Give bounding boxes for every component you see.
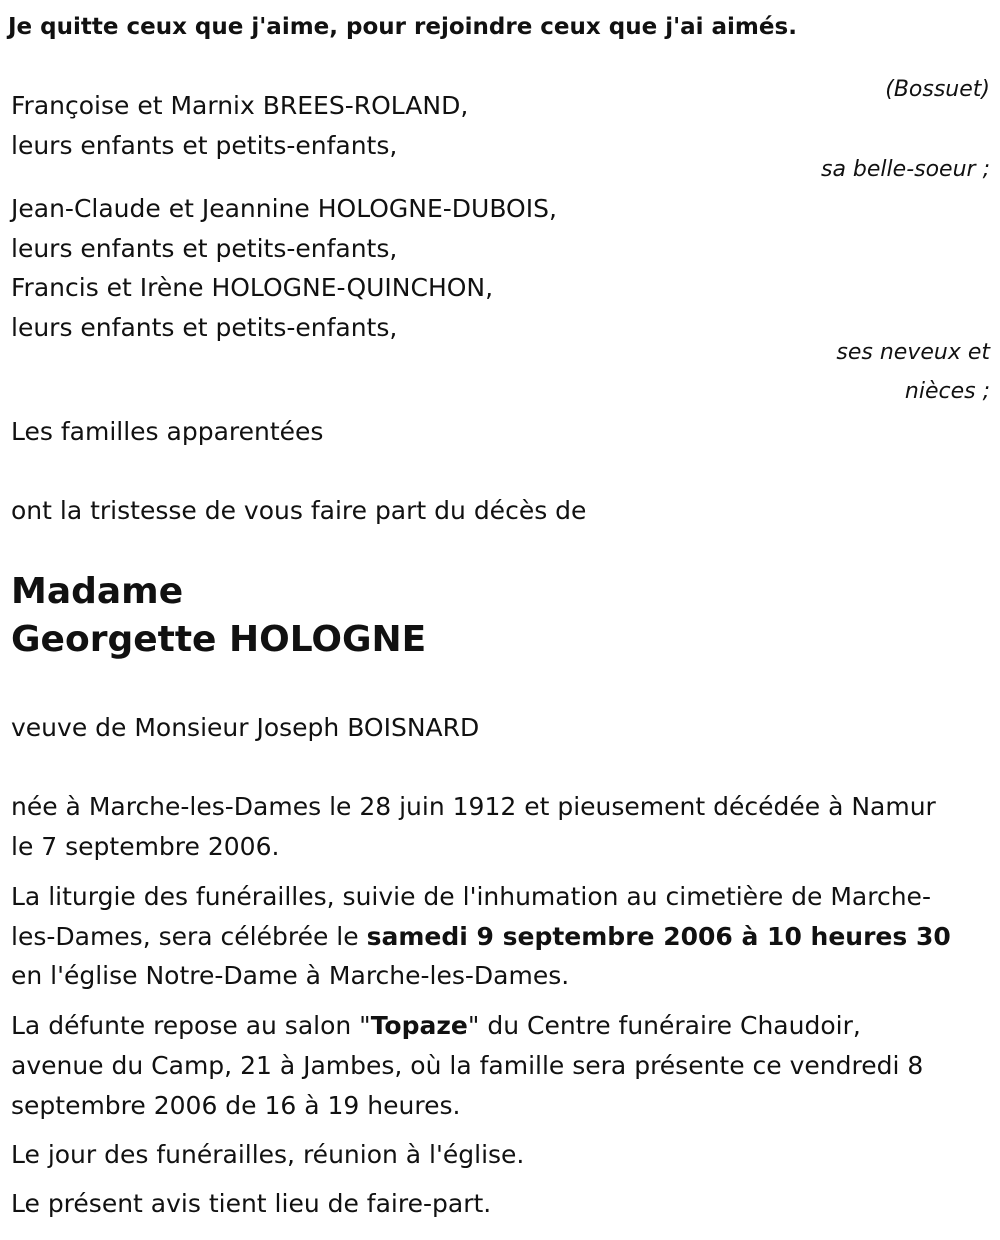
family-role-2a: ses neveux et <box>836 340 990 365</box>
notice-note: Le présent avis tient lieu de faire-part. <box>11 1189 492 1218</box>
family-line-3: Jean-Claude et Jeannine HOLOGNE-DUBOIS, <box>11 194 557 223</box>
family-line-4: leurs enfants et petits-enfants, <box>11 234 398 263</box>
salon-name: Topaze <box>370 1011 468 1040</box>
family-line-6: leurs enfants et petits-enfants, <box>11 313 398 342</box>
family-role-2b: nièces ; <box>904 379 990 404</box>
viewing-line-1 <box>11 1011 861 1041</box>
family-line-2: leurs enfants et petits-enfants, <box>11 131 398 160</box>
family-line-1: Françoise et Marnix BREES-ROLAND, <box>11 91 469 120</box>
viewing-line-1-post: " du Centre funéraire Chaudoir, <box>467 1011 861 1040</box>
meeting-note: Le jour des funérailles, réunion à l'église. <box>11 1140 525 1169</box>
viewing-line-3: septembre 2006 de 16 à 19 heures. <box>11 1091 461 1120</box>
liturgy-line-2-text: les-Dames, sera célébrée le <box>11 922 367 951</box>
birth-line-1: née à Marche-les-Dames le 28 juin 1912 et pieusement décédée à Namur <box>11 792 936 821</box>
widow-of: veuve de Monsieur Joseph BOISNARD <box>11 713 480 742</box>
viewing-line-2: avenue du Camp, 21 à Jambes, où la famille sera présente ce vendredi 8 <box>11 1051 924 1080</box>
liturgy-date: samedi 9 septembre 2006 à 10 heures 30 <box>366 922 951 951</box>
birth-line-2: le 7 septembre 2006. <box>11 832 280 861</box>
liturgy-line-2 <box>11 922 951 952</box>
deceased-name: Georgette HOLOGNE <box>11 619 427 660</box>
liturgy-line-1: La liturgie des funérailles, suivie de l'inhumation au cimetière de Marche- <box>11 882 931 911</box>
viewing-line-1-pre: La défunte repose au salon " <box>11 1011 371 1040</box>
announcement: ont la tristesse de vous faire part du décès de <box>11 496 587 525</box>
liturgy-line-3: en l'église Notre-Dame à Marche-les-Dames. <box>11 961 570 990</box>
epigraph: Je quitte ceux que j'aime, pour rejoindre ceux que j'ai aimés. <box>8 14 797 40</box>
family-role-1: sa belle-soeur ; <box>821 157 990 182</box>
family-line-7: Les familles apparentées <box>11 417 324 446</box>
family-line-5: Francis et Irène HOLOGNE-QUINCHON, <box>11 273 494 302</box>
attribution: (Bossuet) <box>885 77 990 102</box>
deceased-honorific: Madame <box>11 571 184 612</box>
